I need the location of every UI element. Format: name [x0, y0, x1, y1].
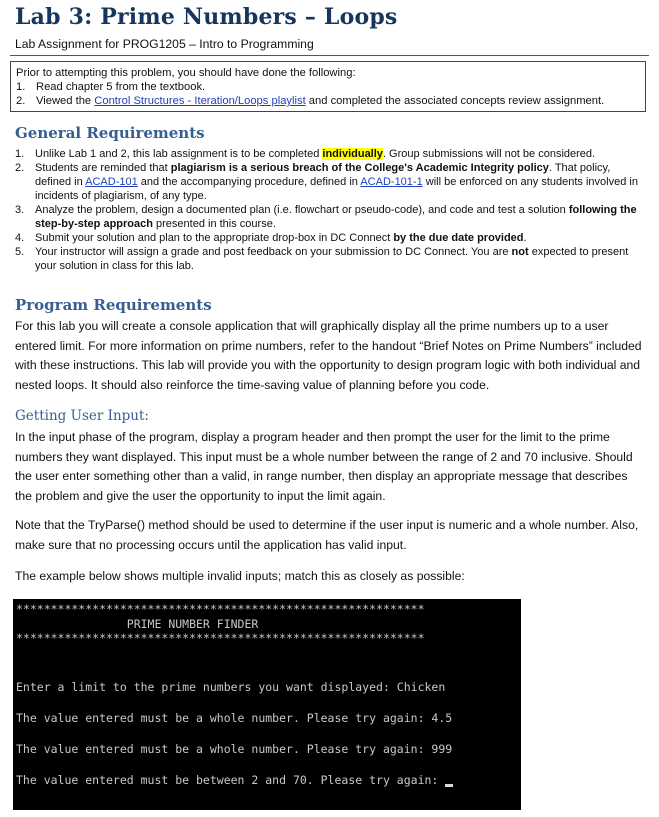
bold-text: following the step-by-step approach [35, 204, 637, 230]
console-header: PRIME NUMBER FINDER [16, 617, 259, 631]
prerequisite-text: Read chapter 5 from the textbook. [36, 81, 206, 93]
console-stars-top: *********************************************************** [16, 602, 425, 616]
playlist-link[interactable]: Control Structures - Iteration/Loops playlist [94, 95, 306, 107]
requirement-text: . That policy, defined in [35, 162, 611, 188]
prerequisite-item [16, 94, 604, 108]
prerequisites-list [16, 80, 604, 108]
bold-text: not [511, 246, 529, 258]
list-number: 1. [15, 148, 25, 160]
bold-text: by the due date provided [393, 232, 524, 244]
requirement-item [15, 245, 645, 273]
acad-101-link[interactable]: ACAD-101 [85, 176, 138, 188]
console-line: Enter a limit to the prime numbers you want displayed: Chicken [16, 680, 446, 694]
requirement-item [15, 203, 645, 231]
prerequisite-text: Viewed the [36, 95, 95, 107]
console-stars-bottom: *********************************************************** [16, 631, 425, 645]
general-requirements-list [15, 147, 645, 273]
requirement-text: expected to present your solution in class for this lab. [35, 246, 629, 272]
console-example [13, 599, 521, 810]
user-input-paragraph: In the input phase of the program, display a program header and then prompt the user for the limit to the prime numbers they want displayed. This input must be a whole number between the range of 2 and 70 inclusive. Should the user enter something other than a valid, in range number, then display an appropriate message that describes the problem and give the user the opportunity to input the limit again. [15, 430, 633, 503]
program-requirements-heading: Program Requirements [15, 296, 212, 314]
console-line: The value entered must be a whole number. Please try again: 4.5 [16, 711, 453, 725]
title-divider [10, 55, 649, 56]
page-subtitle: Lab Assignment for PROG1205 – Intro to Programming [15, 37, 314, 51]
getting-user-input-heading: Getting User Input: [15, 408, 149, 424]
list-number: 1. [16, 81, 26, 93]
requirement-text: will be enforced on any students involved in incidents of plagiarism, of any type. [35, 176, 638, 202]
console-line: The value entered must be between 2 and 70. Please try again: [16, 773, 446, 787]
requirement-item [15, 231, 645, 245]
example-intro: The example below shows multiple invalid inputs; match this as closely as possible: [15, 569, 465, 583]
acad-101-1-link[interactable]: ACAD-101-1 [360, 176, 423, 188]
requirement-item [15, 147, 645, 161]
list-number: 2. [16, 95, 26, 107]
requirement-item [15, 161, 645, 203]
requirement-text: presented in this course. [152, 218, 276, 230]
highlighted-text: individually [322, 148, 383, 160]
requirement-text: Analyze the problem, design a documented plan (i.e. flowchart or pseudo-code), and code and test a solution [35, 204, 569, 216]
requirement-text: Unlike Lab 1 and 2, this lab assignment is to be completed [35, 148, 323, 160]
requirement-text: Students are reminded that [35, 162, 171, 174]
general-requirements-heading: General Requirements [15, 124, 205, 142]
program-requirements-text: For this lab you will create a console application that will graphically display all the prime numbers up to a user entered limit. For more information on prime numbers, refer to the handout “Brief Notes on Prime Numbers” included with these instructions. This lab will provide you with the opportunity to design program logic with both individual and nested loops. It should also reinforce the time-saving value of planning before you code. [15, 319, 642, 392]
requirement-text: and the accompanying procedure, defined in [137, 176, 361, 188]
list-number: 4. [15, 232, 25, 244]
requirement-text: . [523, 232, 527, 244]
tryparse-paragraph: Note that the TryParse() method should be used to determine if the user input is numeric and a whole number. Also, make sure that no processing occurs until the application has valid input. [15, 518, 639, 552]
cursor-icon [445, 784, 453, 787]
requirement-text: Your instructor will assign a grade and post feedback on your submission to DC Connect. You are [35, 246, 512, 258]
console-line: The value entered must be a whole number. Please try again: 999 [16, 742, 453, 756]
requirement-text: . Group submissions will not be considered. [382, 148, 596, 160]
prerequisites-intro: Prior to attempting this problem, you should have done the following: [16, 67, 356, 79]
console-prompt-line [16, 773, 453, 787]
list-number: 2. [15, 162, 25, 174]
page-title: Lab 3: Prime Numbers – Loops [15, 4, 398, 30]
bold-text: plagiarism is a serious breach of the College's Academic Integrity policy [170, 162, 549, 174]
prerequisite-text: and completed the associated concepts review assignment. [305, 95, 605, 107]
list-number: 3. [15, 204, 25, 216]
list-number: 5. [15, 246, 25, 258]
prerequisites-box [10, 61, 646, 112]
requirement-text: Submit your solution and plan to the appropriate drop-box in DC Connect [35, 232, 394, 244]
prerequisite-item [16, 80, 604, 94]
